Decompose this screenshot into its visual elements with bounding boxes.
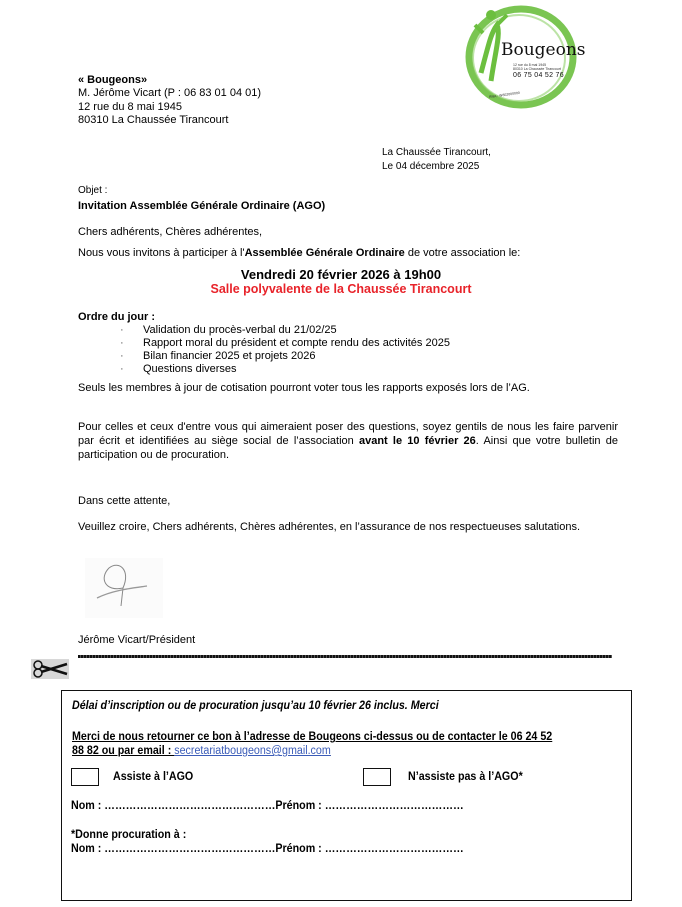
logo-address-line2: 80310 La Chaussée Tirancourt [513,67,561,71]
logo-address-line1: 12 rue du 8 mai 1945 [513,63,547,67]
subject-title: Invitation Assemblée Générale Ordinaire (AGO) [78,200,326,212]
logo-title: Bougeons [501,40,586,60]
cut-line-divider [78,655,612,658]
slip-return-line2: 88 82 ou par email : secretariatbougeons@gmail.com [72,745,331,757]
signer-name: Jérôme Vicart/Président [78,634,196,646]
reply-slip [61,690,632,901]
letter-date: Le 04 décembre 2025 [382,161,480,172]
invitation-pre: Nous vous invitons à participer à l' [78,247,245,259]
invitation-post: de votre association le: [404,247,521,259]
attend-label: Assiste à l’AGO [113,771,194,783]
bullet-icon: · [120,350,124,362]
event-place: Salle polyvalente de la Chaussée Tirancourt [210,282,472,296]
subject-label: Objet : [78,185,108,196]
agenda-label: Ordre du jour : [78,311,155,323]
email-link[interactable]: secretariatbougeons@gmail.com [174,745,331,757]
sender-street: 12 rue du 8 mai 1945 [78,100,182,113]
logo-footer: RNA : W802000000 [488,90,521,100]
signature-icon [85,558,163,618]
event-date: Vendredi 20 février 2026 à 19h00 [240,267,442,282]
letter-place: La Chaussée Tirancourt, [382,147,491,158]
proxy-name-field-row[interactable]: Nom : …………………………………………Prénom : ………………………………… [71,843,464,855]
slip-deadline: Délai d’inscription ou de procuration jusqu’au 10 février 26 inclus. Merci [72,700,439,712]
logo-phone: 06 75 04 52 76 [513,72,564,79]
sender-city: 80310 La Chaussée Tirancourt [78,113,229,126]
closing-line: Veuillez croire, Chers adhérents, Chères adhérentes, en l’assurance de nos respectueuses salutations. [78,521,581,533]
scissors-icon [31,659,69,679]
invitation-sentence [78,247,520,259]
attend-checkbox[interactable] [71,768,99,786]
waiting-line: Dans cette attente, [78,495,171,507]
salutation: Chers adhérents, Chères adhérentes, [78,226,263,238]
bullet-icon: · [120,337,124,349]
questions-paragraph: Pour celles et ceux d'entre vous qui aimeraient poser des questions, soyez gentils de nous les faire parvenir par écrit et identifiées au siège social de l’association avant le 10 février 26. Ainsi que votre bulletin de participation ou de procuration. [78,421,618,461]
sender-org: « Bougeons» [78,74,148,86]
name-field-row[interactable]: Nom : …………………………………………Prénom : ………………………………… [71,800,464,812]
absent-checkbox[interactable] [363,768,391,786]
proxy-label: *Donne procuration à : [71,829,187,841]
sender-block [78,74,261,127]
bougeons-logo [461,3,586,111]
place-date-block [382,146,491,174]
bullet-icon: · [120,324,124,336]
invitation-bold: Assemblée Générale Ordinaire [244,247,405,259]
signature-image [85,558,163,618]
members-note: Seuls les membres à jour de cotisation pourront voter tous les rapports exposés lors de l’AG. [78,382,530,394]
questions-deadline: avant le 10 février 26 [358,435,476,447]
sender-contact: M. Jérôme Vicart (P : 06 83 01 04 01) [78,87,262,100]
slip-return-line1: Merci de nous retourner ce bon à l’adresse de Bougeons ci-dessus ou de contacter le 06 24 52 [72,731,553,743]
absent-label: N’assiste pas à l’AGO* [408,771,523,783]
bullet-icon: · [120,363,124,375]
